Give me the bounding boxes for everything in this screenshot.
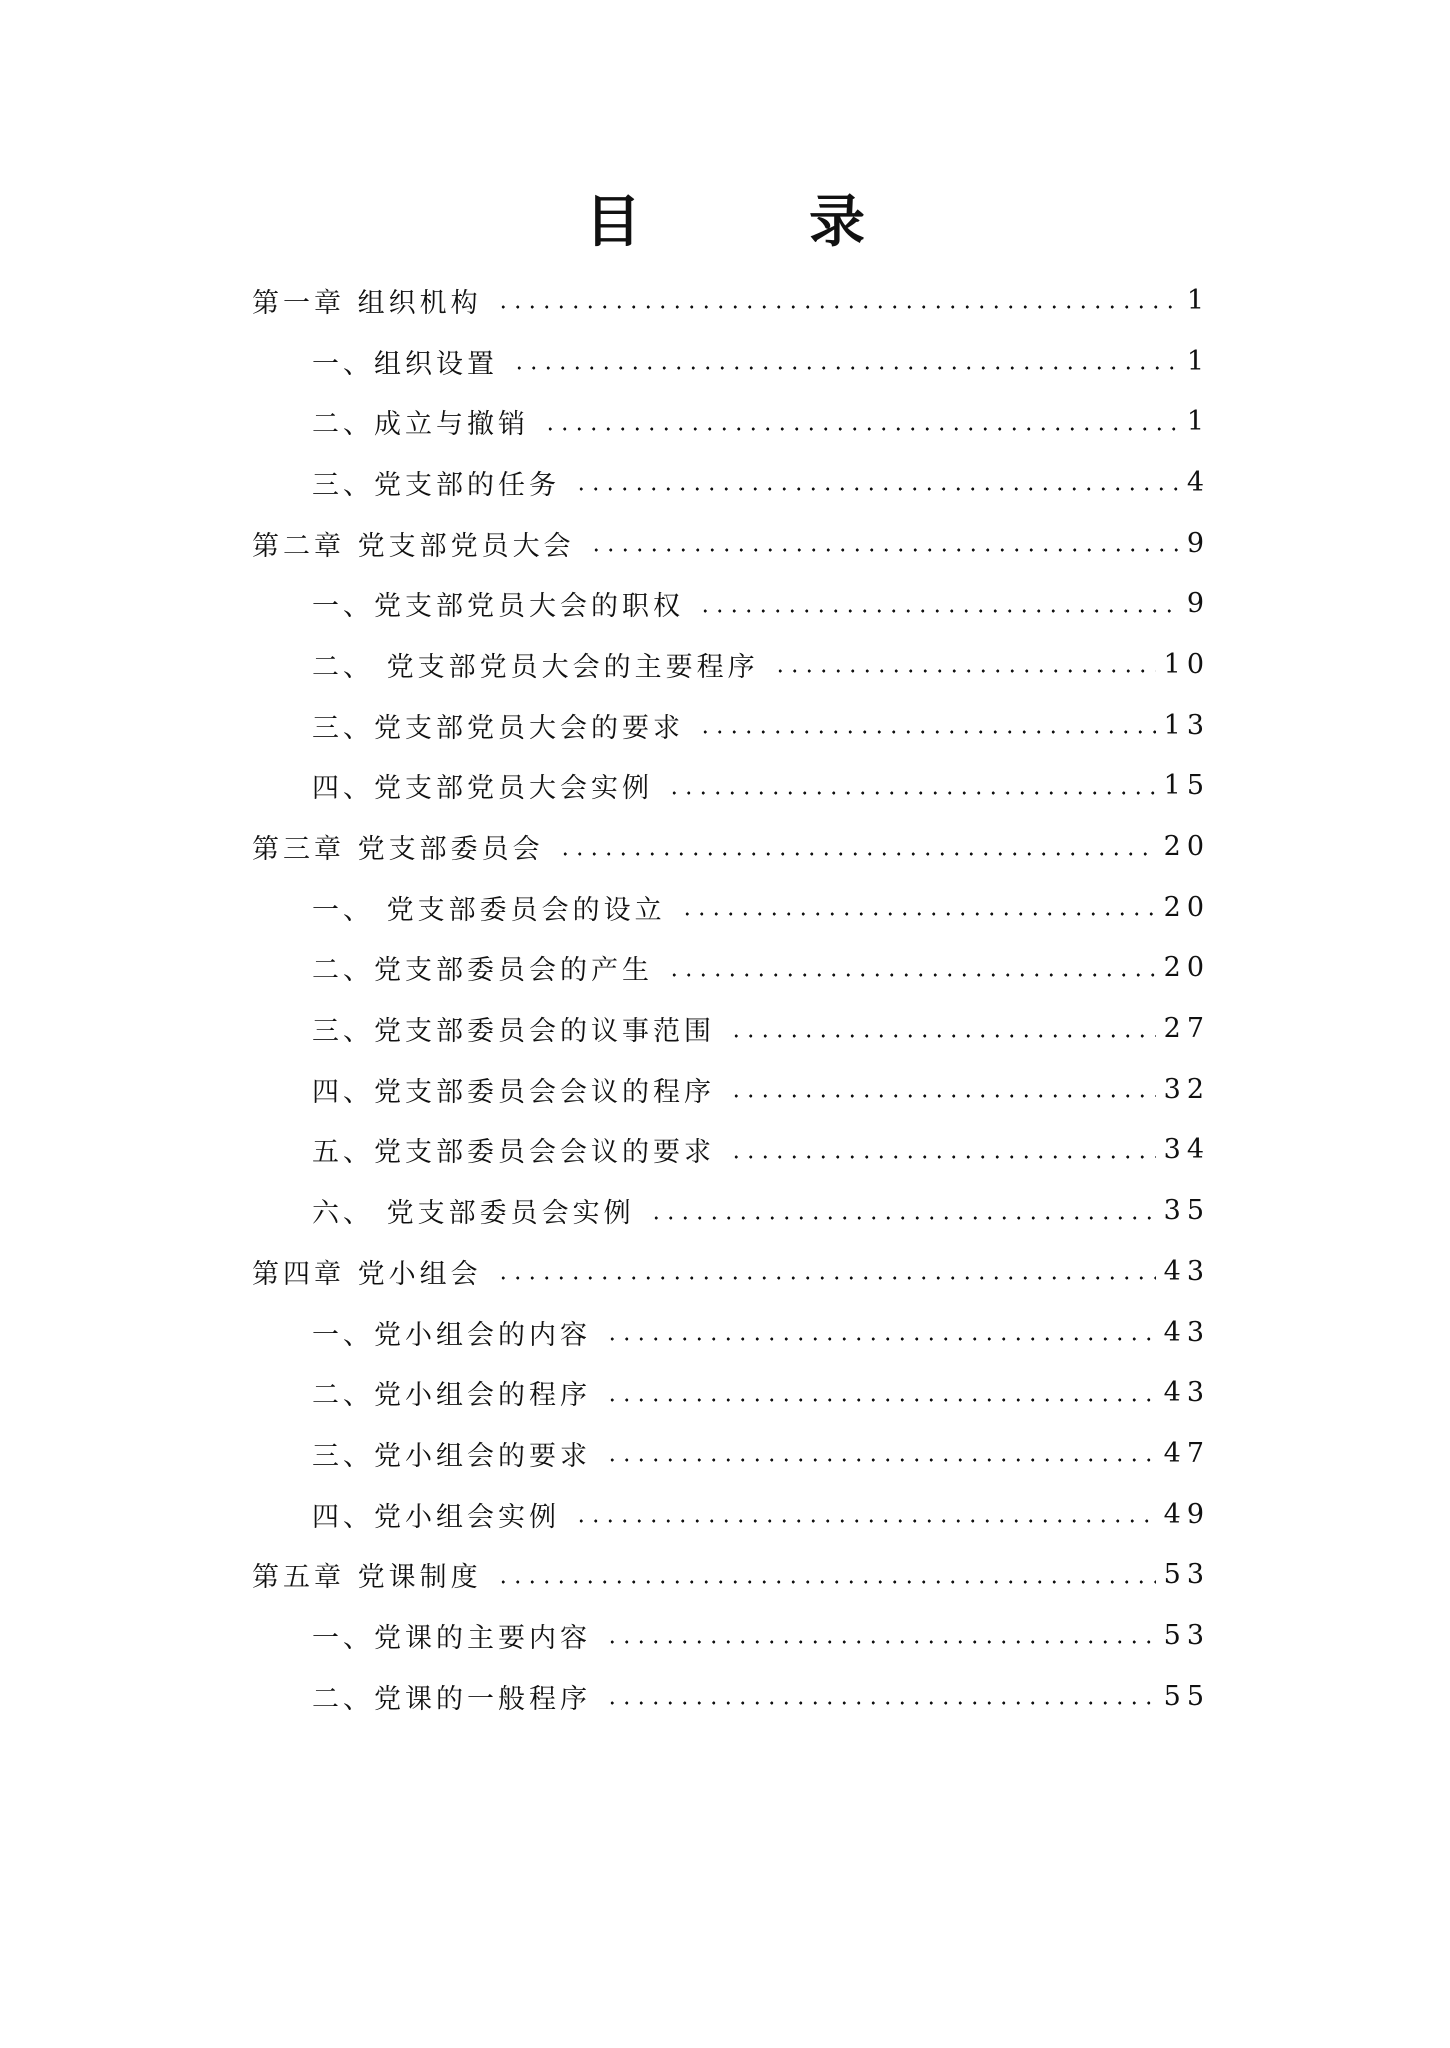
toc-section-entry[interactable] <box>252 452 1210 513</box>
toc-dot-leader <box>667 791 1156 795</box>
toc-page-number: 15 <box>1163 770 1210 802</box>
toc-dot-leader <box>589 548 1179 552</box>
toc-entry-label: 三、党支部的任务 <box>312 469 560 501</box>
toc-section-entry[interactable] <box>252 877 1210 938</box>
toc-section-entry[interactable] <box>252 1059 1210 1120</box>
table-of-contents <box>252 270 1210 1727</box>
toc-section-entry[interactable] <box>252 634 1210 695</box>
toc-entry-label: 六、 党支部委员会实例 <box>312 1198 635 1230</box>
toc-dot-leader <box>698 730 1156 734</box>
toc-page-number: 53 <box>1163 1559 1210 1591</box>
toc-dot-leader <box>496 1276 1156 1280</box>
toc-entry-label: 三、党小组会的要求 <box>312 1440 591 1472</box>
toc-dot-leader <box>698 609 1179 613</box>
toc-entry-label: 一、 党支部委员会的设立 <box>312 894 666 926</box>
toc-section-entry[interactable] <box>252 695 1210 756</box>
toc-entry-label: 二、成立与撤销 <box>312 409 529 441</box>
toc-page-number: 10 <box>1163 648 1210 680</box>
toc-entry-label: 第五章 党课制度 <box>252 1562 482 1594</box>
toc-section-entry[interactable] <box>252 391 1210 452</box>
toc-entry-label: 三、党支部党员大会的要求 <box>312 712 684 744</box>
toc-chapter-entry[interactable] <box>252 270 1210 331</box>
toc-section-entry[interactable] <box>252 1423 1210 1484</box>
toc-page-number: 9 <box>1186 527 1210 559</box>
toc-dot-leader <box>729 1034 1156 1038</box>
toc-section-entry[interactable] <box>252 1120 1210 1181</box>
toc-page-number: 20 <box>1163 952 1210 984</box>
toc-page-number: 43 <box>1163 1316 1210 1348</box>
toc-dot-leader <box>773 669 1156 673</box>
toc-page-number: 43 <box>1163 1255 1210 1287</box>
toc-entry-label: 五、党支部委员会会议的要求 <box>312 1137 715 1169</box>
toc-entry-label: 四、党支部党员大会实例 <box>312 773 653 805</box>
toc-entry-label: 四、党支部委员会会议的程序 <box>312 1076 715 1108</box>
toc-page-number: 49 <box>1163 1498 1210 1530</box>
toc-entry-label: 一、党支部党员大会的职权 <box>312 591 684 623</box>
toc-dot-leader <box>605 1398 1156 1402</box>
toc-section-entry[interactable] <box>252 573 1210 634</box>
toc-page-number: 34 <box>1163 1134 1210 1166</box>
toc-dot-leader <box>558 852 1156 856</box>
toc-entry-label: 二、党小组会的程序 <box>312 1380 591 1412</box>
toc-page-number: 9 <box>1186 588 1210 620</box>
toc-entry-label: 第四章 党小组会 <box>252 1258 482 1290</box>
toc-page-number: 20 <box>1163 831 1210 863</box>
toc-page-number: 55 <box>1163 1680 1210 1712</box>
toc-entry-label: 一、党课的主要内容 <box>312 1622 591 1654</box>
toc-dot-leader <box>605 1458 1156 1462</box>
toc-page-number: 20 <box>1163 891 1210 923</box>
toc-entry-label: 四、党小组会实例 <box>312 1501 560 1533</box>
toc-dot-leader <box>729 1155 1156 1159</box>
toc-page-number: 53 <box>1163 1619 1210 1651</box>
toc-chapter-entry[interactable] <box>252 513 1210 574</box>
toc-dot-leader <box>512 366 1179 370</box>
toc-entry-label: 二、党课的一般程序 <box>312 1683 591 1715</box>
toc-dot-leader <box>667 973 1156 977</box>
toc-chapter-entry[interactable] <box>252 816 1210 877</box>
toc-page-number: 13 <box>1163 709 1210 741</box>
toc-page-number: 47 <box>1163 1437 1210 1469</box>
toc-entry-label: 二、 党支部党员大会的主要程序 <box>312 651 759 683</box>
toc-entry-label: 一、党小组会的内容 <box>312 1319 591 1351</box>
toc-section-entry[interactable] <box>252 1362 1210 1423</box>
page-title: 目 录 <box>585 190 921 255</box>
toc-entry-label: 一、组织设置 <box>312 348 498 380</box>
toc-page-number: 27 <box>1163 1013 1210 1045</box>
toc-page-number: 1 <box>1186 345 1210 377</box>
toc-section-entry[interactable] <box>252 756 1210 817</box>
toc-page-number: 1 <box>1186 406 1210 438</box>
toc-page-number: 35 <box>1163 1195 1210 1227</box>
toc-section-entry[interactable] <box>252 1666 1210 1727</box>
toc-dot-leader <box>574 1519 1156 1523</box>
toc-section-entry[interactable] <box>252 1605 1210 1666</box>
toc-dot-leader <box>605 1337 1156 1341</box>
toc-dot-leader <box>605 1640 1156 1644</box>
toc-page-number: 1 <box>1186 284 1210 316</box>
toc-chapter-entry[interactable] <box>252 1544 1210 1605</box>
toc-page-number: 32 <box>1163 1073 1210 1105</box>
toc-section-entry[interactable] <box>252 998 1210 1059</box>
toc-entry-label: 二、党支部委员会的产生 <box>312 955 653 987</box>
toc-dot-leader <box>496 305 1179 309</box>
toc-section-entry[interactable] <box>252 1484 1210 1545</box>
toc-page-number: 43 <box>1163 1377 1210 1409</box>
toc-dot-leader <box>574 487 1179 491</box>
toc-chapter-entry[interactable] <box>252 1241 1210 1302</box>
toc-section-entry[interactable] <box>252 1180 1210 1241</box>
toc-entry-label: 第一章 组织机构 <box>252 287 482 319</box>
toc-dot-leader <box>680 912 1156 916</box>
toc-section-entry[interactable] <box>252 938 1210 999</box>
toc-section-entry[interactable] <box>252 331 1210 392</box>
toc-dot-leader <box>543 427 1179 431</box>
toc-section-entry[interactable] <box>252 1302 1210 1363</box>
toc-page-number: 4 <box>1186 466 1210 498</box>
toc-dot-leader <box>605 1701 1156 1705</box>
toc-entry-label: 三、党支部委员会的议事范围 <box>312 1016 715 1048</box>
toc-entry-label: 第二章 党支部党员大会 <box>252 530 575 562</box>
toc-dot-leader <box>649 1216 1156 1220</box>
toc-dot-leader <box>729 1094 1156 1098</box>
toc-dot-leader <box>496 1580 1156 1584</box>
toc-entry-label: 第三章 党支部委员会 <box>252 834 544 866</box>
